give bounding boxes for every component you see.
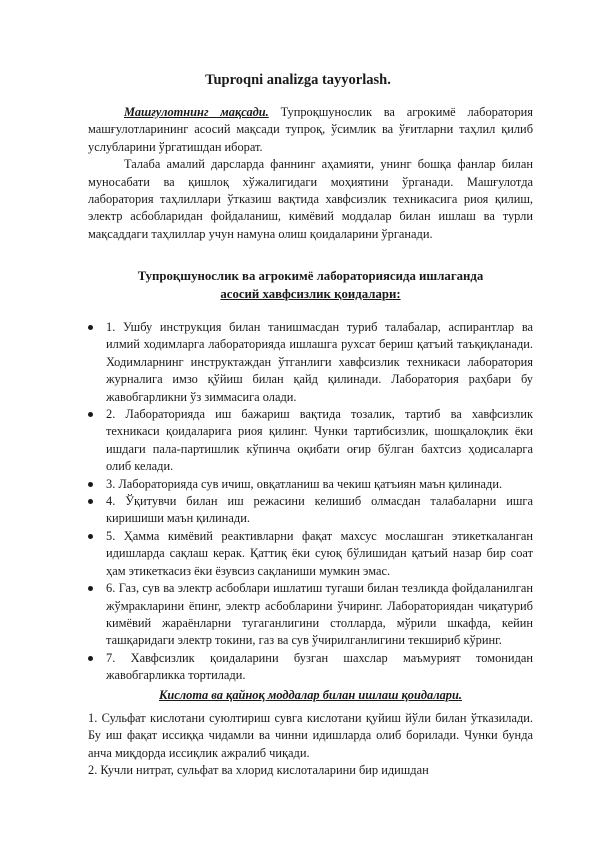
goal-lead: Машғулотнинг мақсади. — [124, 105, 269, 119]
list-item — [88, 650, 533, 685]
safety-heading-line-2: асосий хавфсизлик қоидалари: — [220, 286, 401, 301]
intro-paragraph-2: Талаба амалий дарсларда фаннинг аҳамияти, унинг бошқа фанлар билан муносабати ва қишлоқ хўжалигидаги моҳиятини ўрганади. Машғулотда лаборатория таҳлиллари ўтказиш вақтида хавфсизлик техникасига риоя қилиш, электр асбобларидан фойдаланиш, кимёвий моддалар билан ишлаш ва турли мақсаддаги таҳлиллар учун намуна олиш қоидаларини ўрганади. — [88, 157, 533, 241]
safety-rules-list — [88, 319, 533, 685]
list-item — [88, 476, 533, 493]
safety-heading — [88, 268, 533, 303]
rule-text: 1. Ушбу инструкция билан танишмасдан туриб талабалар, аспирантлар ва илмий ходимларга лабораторияда ишлашга рухсат бериш қатъий таъқиқланади. Ходимларнинг инструктаждан ўтганлиги хавфсизлик техникаси лаборатория журналига имзо қўйиш билан қайд қилинади. Лаборатория раҳбари бу жавобгарликни ўз зиммасига олади. — [106, 320, 533, 404]
rule-text: 6. Газ, сув ва электр асбоблари ишлатиш тугаши билан тезликда фойдаланилган жўмракларини ёпинг, электр асбобларини ўчиринг. Лабораториядан чиқатуриб кимёвий жараёнларни тугаганлигини столларда, мўрили шкафда, кейин ташқаридаги электр токини, газ ва сув ўчирилганлигини текшириб кўринг. — [106, 581, 533, 648]
bullet-icon — [88, 482, 93, 487]
acids-heading — [88, 687, 533, 704]
list-item — [88, 580, 533, 650]
acids-section — [88, 710, 533, 780]
rule-text: 3. Лабораторияда сув ичиш, овқатланиш ва чекиш қатъиян маън қилинади. — [106, 476, 503, 491]
intro-section — [88, 104, 533, 243]
list-item — [88, 493, 533, 528]
acids-paragraph-1: 1. Сульфат кислотани суюлтириш сувга кислотани қуйиш йўли билан ўтказилади. Бу иш фақат иссиққа чидамли ва чинни идишларда олиб борилади. Чунки бунда анча миқдорда иссиқлик ажралиб чиқади. — [88, 711, 533, 760]
rule-text: 7. Хавфсизлик қоидаларини бузган шахслар маъмурият томонидан жавобгарликка тортилади. — [106, 650, 533, 683]
intro-paragraph-1 — [88, 104, 533, 156]
goal-text: Тупроқшунослик ва агрокимё лаборатория машғулотларининг асосий мақсади тупроқ, ўсимлик ва ўғитларни таҳлил қилиб услубларини ўргатишдан иборат. — [88, 105, 533, 154]
list-item — [88, 528, 533, 580]
acids-heading-text: Кислота ва қайноқ моддалар билан ишлаш қоидалари — [159, 688, 459, 702]
list-item — [88, 319, 533, 406]
bullet-icon — [88, 534, 93, 539]
list-item — [88, 406, 533, 476]
bullet-icon — [88, 656, 93, 661]
acids-paragraph-2: 2. Кучли нитрат, сульфат ва хлорид кислоталарини бир идишдан — [88, 763, 429, 778]
rule-text: 5. Ҳамма кимёвий реактивларни фақат махсус мослашган этикеткаланган идишларда сақлаш керак. Қаттиқ ёки суюқ бўлишидан қатъий назар бир соат ҳам этикеткасиз ёки ёзувсиз сақланиши мумкин эмас. — [106, 528, 533, 578]
acids-heading-suffix: . — [458, 688, 462, 702]
bullet-icon — [88, 586, 93, 591]
bullet-icon — [88, 412, 93, 417]
page-title: Tuproqni analizga tayyorlash. — [205, 72, 391, 88]
bullet-icon — [88, 499, 93, 504]
rule-text: 2. Лабораторияда иш бажариш вақтида тозалик, тартиб ва хавфсизлик техникаси қоидаларига риоя қилинг. Чунки тартибсизлик, шошқалоқлик ёки ишдаги пала-партишлик кўпинча оқибати оғир бўлган бахтсиз ҳодисаларга олиб келади. — [106, 407, 533, 474]
rule-text: 4. Ўқитувчи билан иш режасини келишиб олмасдан талабаларни ишга киришиши маън қилинади. — [106, 494, 533, 526]
bullet-icon — [88, 325, 93, 330]
safety-heading-line-1: Тупроқшунослик ва агрокимё лабораториясида ишлаганда — [137, 269, 484, 283]
